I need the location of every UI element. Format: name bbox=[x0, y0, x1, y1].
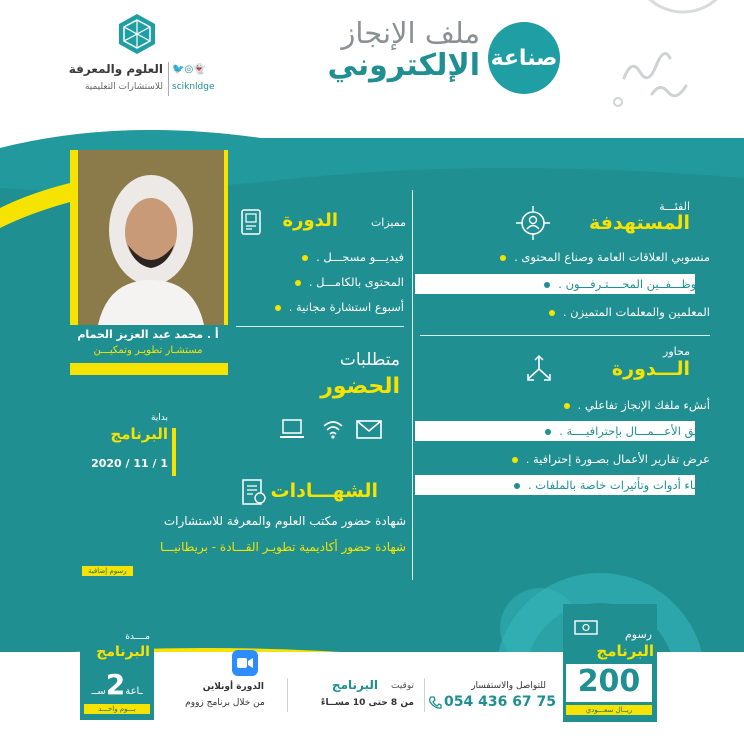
money-icon bbox=[574, 618, 598, 636]
hours-suffix: ـاعة bbox=[125, 686, 143, 697]
axes-label-big: الـــدورة bbox=[611, 358, 690, 380]
wifi-icon bbox=[322, 418, 344, 440]
contact-phone[interactable]: 054 436 67 75 bbox=[444, 694, 557, 710]
decor-dot-icon bbox=[612, 96, 624, 108]
presenter-name: أ . محمد عبد العزيز الحمام bbox=[77, 328, 219, 341]
timing-value: من 8 حتى 10 مســاءً bbox=[320, 698, 414, 708]
decor-squiggle2-icon bbox=[650, 80, 690, 100]
start-label-small: بداية bbox=[150, 413, 168, 423]
certificate-line1: شهادة حضور مكتب العلوم والمعرفة للاستشارات bbox=[163, 514, 406, 528]
timing-label-small: توقيت bbox=[390, 681, 414, 691]
target-label-small: الفئـــة bbox=[659, 200, 690, 213]
bottom-divider bbox=[424, 678, 425, 712]
target-label-big: المستهدفة bbox=[589, 212, 690, 234]
contact-label: للتواصل والاستفسار bbox=[471, 681, 546, 691]
duration-hours bbox=[80, 668, 154, 701]
start-date: 2020 / 11 / 1 bbox=[91, 457, 168, 470]
certificate-line2: شهادة حضور أكاديمية تطويـر القـــادة - بريطانيـــا bbox=[159, 540, 406, 554]
per-day-badge: بـــوم واحـــد bbox=[84, 704, 150, 714]
certificate-icon bbox=[240, 478, 268, 508]
feature-item: المحتوى بالكامـــل . bbox=[232, 275, 404, 289]
features-label-big: الدورة bbox=[282, 210, 338, 231]
attendance-label-big: الحضور bbox=[320, 374, 400, 399]
section-divider bbox=[236, 326, 404, 327]
brand-subtitle: للاستشارات التعليمية bbox=[84, 82, 163, 92]
laptop-icon bbox=[280, 418, 304, 440]
bottom-divider bbox=[287, 678, 288, 712]
target-item: الموظـــفــين المحــــتـرفـــون . bbox=[420, 277, 710, 291]
axes-item: توثيق الأعـــمـــال بإحترافيــــة . bbox=[420, 424, 710, 438]
duration-label-big: البرنامج bbox=[96, 644, 150, 660]
hours-number: 2 bbox=[105, 668, 126, 701]
target-item: المعلمين والمعلمات المتميزن . bbox=[420, 305, 710, 319]
title-line2: الإلكتروني bbox=[327, 48, 480, 83]
features-label-small: مميزات bbox=[370, 216, 406, 229]
feature-item: أسبوع استشارة مجانية . bbox=[232, 300, 404, 314]
section-divider bbox=[420, 335, 710, 336]
axes-label-small: محاور bbox=[663, 345, 690, 358]
axes-item: إنشاء أدوات وتأثيرات خاصة بالملفات . bbox=[420, 478, 710, 492]
feature-item: فيديـــو مسجـــل . bbox=[232, 250, 404, 264]
brand-name: العلوم والمعرفة bbox=[68, 62, 163, 76]
axes-item: عرض تقارير الأعمال بصـورة إحترافية . bbox=[420, 452, 710, 466]
center-divider bbox=[412, 190, 413, 580]
extra-fee-badge: رسوم إضافية bbox=[82, 566, 133, 576]
fee-label-small: رسوم bbox=[624, 628, 652, 641]
attendance-label-small: متطلبات bbox=[339, 350, 400, 370]
target-icon bbox=[516, 206, 550, 240]
axes-item: أنشء ملفك الإنجاز تفاعلي . bbox=[420, 398, 710, 412]
certificates-label: الشهـــادات bbox=[270, 480, 378, 502]
start-label-big: البرنامج bbox=[110, 425, 168, 443]
presenter-photo bbox=[78, 150, 224, 325]
twitter-icon[interactable]: 🐦 bbox=[172, 64, 185, 75]
timing-label-big: البرنامج bbox=[331, 678, 378, 692]
phone-icon[interactable] bbox=[428, 696, 442, 710]
currency-badge: ريــال سعـــودي bbox=[566, 705, 652, 715]
title-line1: ملف الإنجاز bbox=[341, 16, 480, 50]
online-line2: من خلال برنامج زووم bbox=[185, 698, 265, 708]
decor-circle-icon bbox=[628, 0, 738, 22]
start-marker bbox=[172, 428, 176, 476]
target-item: منسوبي العلاقات العامة وصناع المحتوى . bbox=[420, 250, 710, 264]
instagram-icon[interactable]: ◎ bbox=[184, 64, 194, 75]
online-line1: الدورة أونلاين bbox=[202, 682, 264, 692]
fee-label-big: البرنامج bbox=[596, 642, 654, 660]
mail-icon bbox=[356, 420, 382, 440]
features-icon bbox=[238, 208, 266, 236]
presenter-title: مستشـار تطويـر وتمكيـــن bbox=[93, 345, 203, 356]
hours-prefix: ســ bbox=[91, 686, 106, 697]
brand-divider bbox=[168, 62, 169, 96]
social-icons bbox=[172, 64, 206, 75]
axes-icon bbox=[524, 354, 554, 384]
snapchat-icon[interactable]: 👻 bbox=[193, 64, 206, 75]
duration-label-small: مــــدة bbox=[125, 632, 150, 642]
brand-logo-icon bbox=[115, 12, 159, 56]
social-handle[interactable]: sciknldge bbox=[172, 82, 215, 92]
title-badge: صناعة bbox=[488, 22, 560, 94]
zoom-icon bbox=[232, 650, 258, 676]
fee-amount: 200 bbox=[577, 664, 641, 699]
